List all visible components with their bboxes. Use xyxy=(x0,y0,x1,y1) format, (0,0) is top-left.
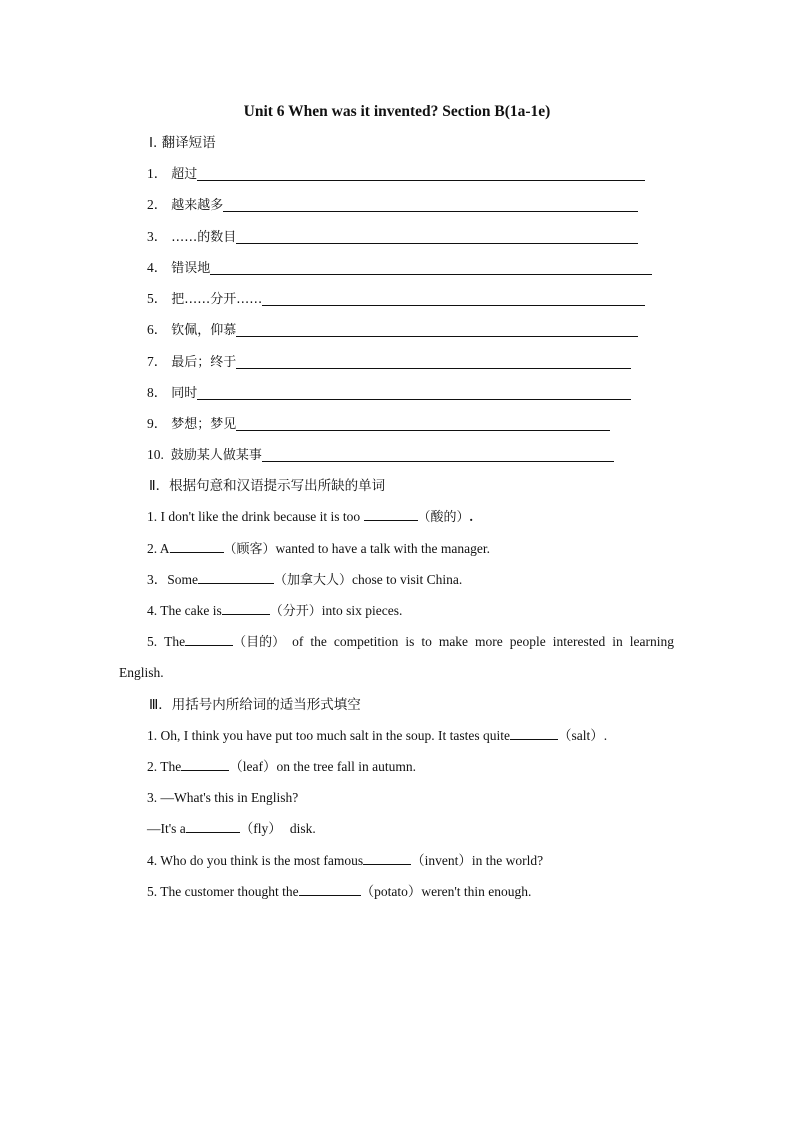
item-text: 同时 xyxy=(171,386,198,401)
answer-blank[interactable] xyxy=(510,725,558,740)
phrase-item-3 xyxy=(147,226,638,248)
item-number: 4． xyxy=(147,260,168,275)
item-text: 最后；终于 xyxy=(171,355,237,370)
question-text: 5. The customer thought the xyxy=(147,884,299,899)
word-hint: （fly） xyxy=(239,821,282,836)
question-3-4 xyxy=(147,850,543,872)
answer-blank[interactable] xyxy=(262,290,645,306)
item-number: 5． xyxy=(147,291,168,306)
answer-blank[interactable] xyxy=(236,353,631,369)
item-number: 2． xyxy=(147,197,168,212)
question-text: in the world? xyxy=(471,853,544,868)
answer-blank[interactable] xyxy=(364,506,418,521)
question-word: is xyxy=(405,634,415,649)
question-3-5 xyxy=(147,881,531,903)
word-hint: （potato） xyxy=(360,884,422,899)
question-text: 2. A xyxy=(147,541,170,556)
question-2-3 xyxy=(147,569,462,591)
chinese-hint: （分开） xyxy=(269,604,322,619)
question-text: 4. Who do you think is the most famous xyxy=(147,853,364,868)
phrase-item-2 xyxy=(147,194,638,216)
question-word: make xyxy=(438,634,469,649)
item-text: 错误地 xyxy=(171,261,211,276)
item-text: 鼓励某人做某事 xyxy=(170,448,262,463)
phrase-item-7 xyxy=(147,351,631,373)
question-text: weren't thin enough. xyxy=(421,884,532,899)
phrase-item-6 xyxy=(147,319,638,341)
question-word: in xyxy=(612,634,623,649)
answer-blank[interactable] xyxy=(236,321,638,337)
question-text: on the tree fall in autumn. xyxy=(276,759,416,774)
question-text: 1. Oh, I think you have put too much salt in the soup. It tastes quite xyxy=(147,728,510,743)
question-text: . xyxy=(603,728,608,743)
answer-blank[interactable] xyxy=(223,196,638,212)
item-text: 超过 xyxy=(171,167,198,182)
item-number: 3． xyxy=(147,229,168,244)
question-2-5 xyxy=(147,631,674,653)
item-number: 10. xyxy=(147,447,164,462)
question-text: into six pieces. xyxy=(321,603,403,618)
question-2-5-continuation: English. xyxy=(119,665,164,680)
phrase-item-10 xyxy=(147,444,614,466)
item-number: 7． xyxy=(147,354,168,369)
item-text: 钦佩，仰慕 xyxy=(171,323,237,338)
question-text: 2. The xyxy=(147,759,182,774)
section-1-heading: Ⅰ. 翻译短语 xyxy=(149,135,216,151)
item-number: 1． xyxy=(147,166,168,181)
question-text: wanted to have a talk with the manager. xyxy=(275,541,490,556)
question-word-group xyxy=(164,631,285,653)
question-3-2 xyxy=(147,756,416,778)
question-word: to xyxy=(421,634,432,649)
question-text: 4. The cake is xyxy=(147,603,222,618)
question-number: 5. xyxy=(147,634,158,649)
answer-blank[interactable] xyxy=(186,818,240,833)
question-2-2 xyxy=(147,538,490,560)
word-hint: （invent） xyxy=(411,853,472,868)
question-word: people xyxy=(509,634,546,649)
question-text: disk. xyxy=(289,821,316,836)
chinese-hint: （顾客） xyxy=(223,542,276,557)
phrase-item-9 xyxy=(147,413,610,435)
question-word: the xyxy=(310,634,327,649)
question-text: 3. —What's this in English? xyxy=(147,790,299,805)
question-word: of xyxy=(292,634,304,649)
question-2-4 xyxy=(147,600,402,622)
answer-blank[interactable] xyxy=(299,881,361,896)
item-text: 梦想；梦见 xyxy=(171,417,237,432)
question-text: 1. I don't like the drink because it is too xyxy=(147,509,364,524)
page-title: Unit 6 When was it invented? Section B(1a-1e) xyxy=(243,103,551,120)
question-text: chose to visit China. xyxy=(352,572,463,587)
section-3-heading: Ⅲ．用括号内所给词的适当形式填空 xyxy=(149,697,361,713)
chinese-hint: （目的） xyxy=(233,635,286,650)
question-word: interested xyxy=(552,634,606,649)
answer-blank[interactable] xyxy=(363,850,411,865)
question-text: 3．Some xyxy=(147,572,199,587)
question-word: more xyxy=(475,634,503,649)
item-text: 越来越多 xyxy=(171,198,224,213)
answer-blank[interactable] xyxy=(197,165,645,181)
phrase-item-8 xyxy=(147,382,631,404)
chinese-hint: （酸的） xyxy=(417,510,470,525)
item-number: 6． xyxy=(147,322,168,337)
answer-blank[interactable] xyxy=(197,384,631,400)
answer-blank[interactable] xyxy=(262,446,614,462)
question-2-1 xyxy=(147,506,473,528)
question-word: learning xyxy=(629,634,674,649)
question-word: The xyxy=(164,634,186,649)
phrase-item-4 xyxy=(147,257,652,279)
answer-blank[interactable] xyxy=(236,415,610,431)
answer-blank[interactable] xyxy=(181,756,229,771)
item-number: 9． xyxy=(147,416,168,431)
section-2-heading: Ⅱ．根据句意和汉语提示写出所缺的单词 xyxy=(149,478,386,494)
question-text: . xyxy=(469,509,473,524)
answer-blank[interactable] xyxy=(222,600,270,615)
question-3-1 xyxy=(147,725,607,747)
item-text: 把……分开…… xyxy=(171,292,263,307)
chinese-hint: （加拿大人） xyxy=(274,573,353,588)
question-text: —It's a xyxy=(147,821,186,836)
item-number: 8． xyxy=(147,385,168,400)
answer-blank[interactable] xyxy=(236,228,638,244)
item-text: ……的数目 xyxy=(171,230,237,245)
answer-blank[interactable] xyxy=(210,259,652,275)
question-3-3 xyxy=(147,787,298,809)
answer-blank[interactable] xyxy=(198,569,274,584)
word-hint: （salt） xyxy=(557,728,604,743)
answer-blank[interactable] xyxy=(185,631,233,646)
phrase-item-5 xyxy=(147,288,645,310)
question-word: competition xyxy=(333,634,399,649)
word-hint: （leaf） xyxy=(229,759,277,774)
answer-blank[interactable] xyxy=(170,538,224,553)
question-3-3-answer xyxy=(147,818,316,840)
phrase-item-1 xyxy=(147,163,645,185)
